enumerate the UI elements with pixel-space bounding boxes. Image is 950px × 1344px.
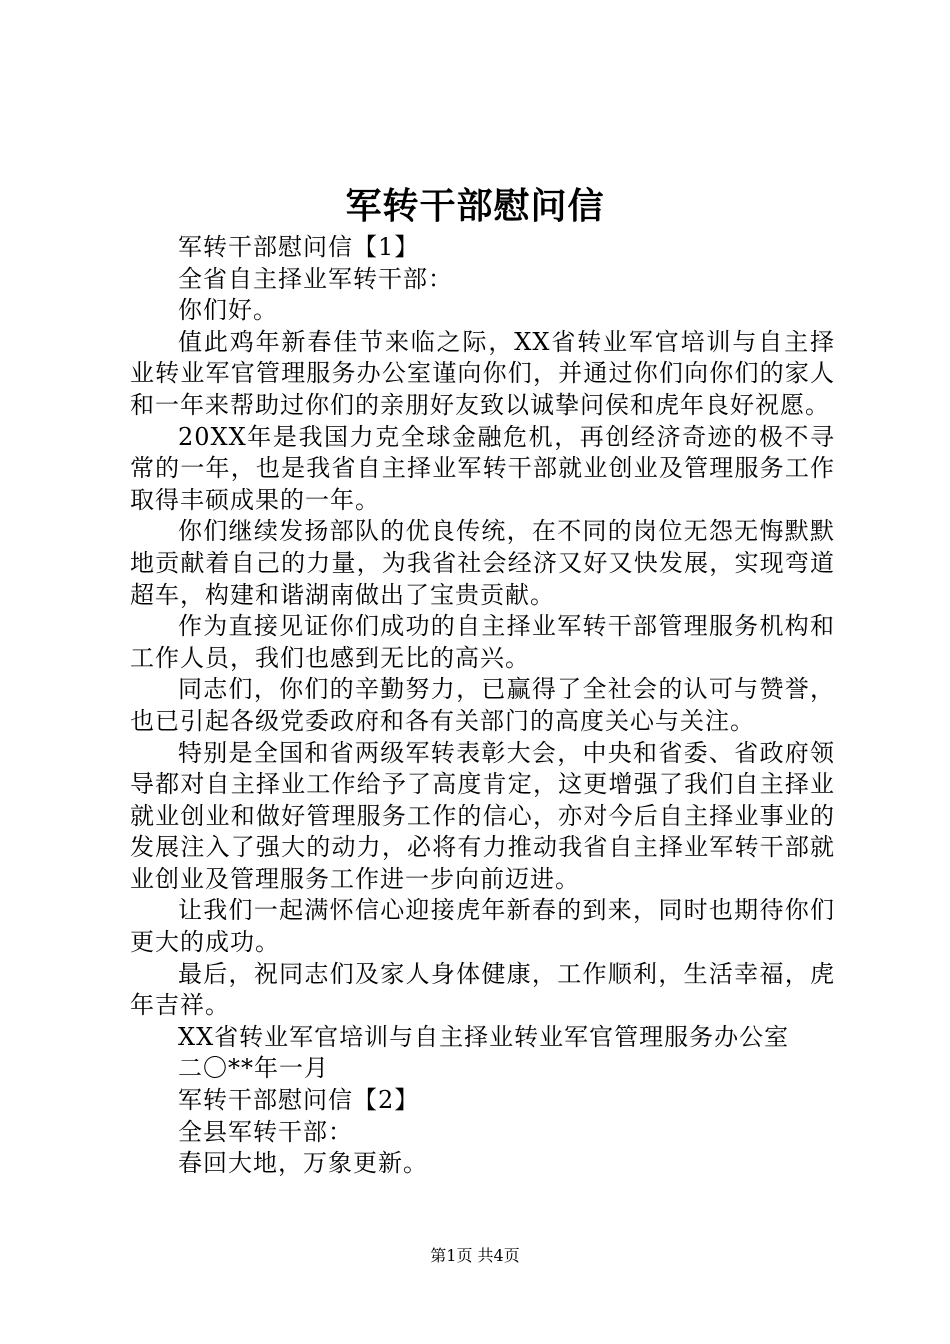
body-paragraph: 作为直接见证你们成功的自主择业军转干部管理服务机构和工作人员，我们也感到无比的高兴。: [130, 612, 835, 672]
section-heading-1: 军转干部慰问信【1】: [178, 233, 420, 261]
signature-date: 二〇**年一月: [178, 1054, 329, 1083]
body-paragraph: 同志们，你们的辛勤努力，已赢得了全社会的认可与赞誉，也已引起各级党委政府和各有关部门的高度关心与关注。: [130, 675, 835, 735]
signature-organization: XX省转业军官培训与自主择业转业军官管理服务办公室: [178, 1022, 790, 1051]
closing-paragraph: 最后，祝同志们及家人身体健康，工作顺利，生活幸福，虎年吉祥。: [130, 959, 835, 1020]
body-paragraph: 你们继续发扬部队的优良传统，在不同的岗位无怨无悔默默地贡献着自己的力量，为我省社会经济又好又快发展，实现弯道超车，构建和谐湖南做出了宝贵贡献。: [130, 517, 835, 609]
page-number-footer: 第1页 共4页: [430, 1246, 520, 1265]
body-paragraph: 春回大地，万象更新。: [178, 1149, 428, 1178]
body-paragraph: 20XX年是我国力克全球金融危机，再创经济奇迹的极不寻常的一年，也是我省自主择业军转干部就业创业及管理服务工作取得丰硕成果的一年。: [130, 422, 835, 514]
body-paragraph: 值此鸡年新春佳节来临之际，XX省转业军官培训与自主择业转业军官管理服务办公室谨向你们，并通过你们向你们的家人和一年来帮助过你们的亲朋好友致以诚挚问侯和虎年良好祝愿。: [130, 327, 835, 419]
section-heading-2: 军转干部慰问信【2】: [178, 1086, 420, 1115]
document-title: 军转干部慰问信: [345, 185, 605, 227]
body-paragraph: 特别是全国和省两级军转表彰大会，中央和省委、省政府领导都对自主择业工作给予了高度肯定，这更增强了我们自主择业就业创业和做好管理服务工作的信心，亦对今后自主择业事业的发展注入了强大的动力，必将有力推动我省自主择业军转干部就业创业及管理服务工作进一步向前迈进。: [130, 738, 835, 893]
salutation-1: 全省自主择业军转干部：: [178, 264, 453, 293]
salutation-2: 全县军转干部：: [178, 1117, 353, 1146]
document-body: [130, 232, 835, 1180]
greeting: 你们好。: [178, 296, 278, 325]
body-paragraph: 让我们一起满怀信心迎接虎年新春的到来，同时也期待你们更大的成功。: [130, 896, 835, 957]
